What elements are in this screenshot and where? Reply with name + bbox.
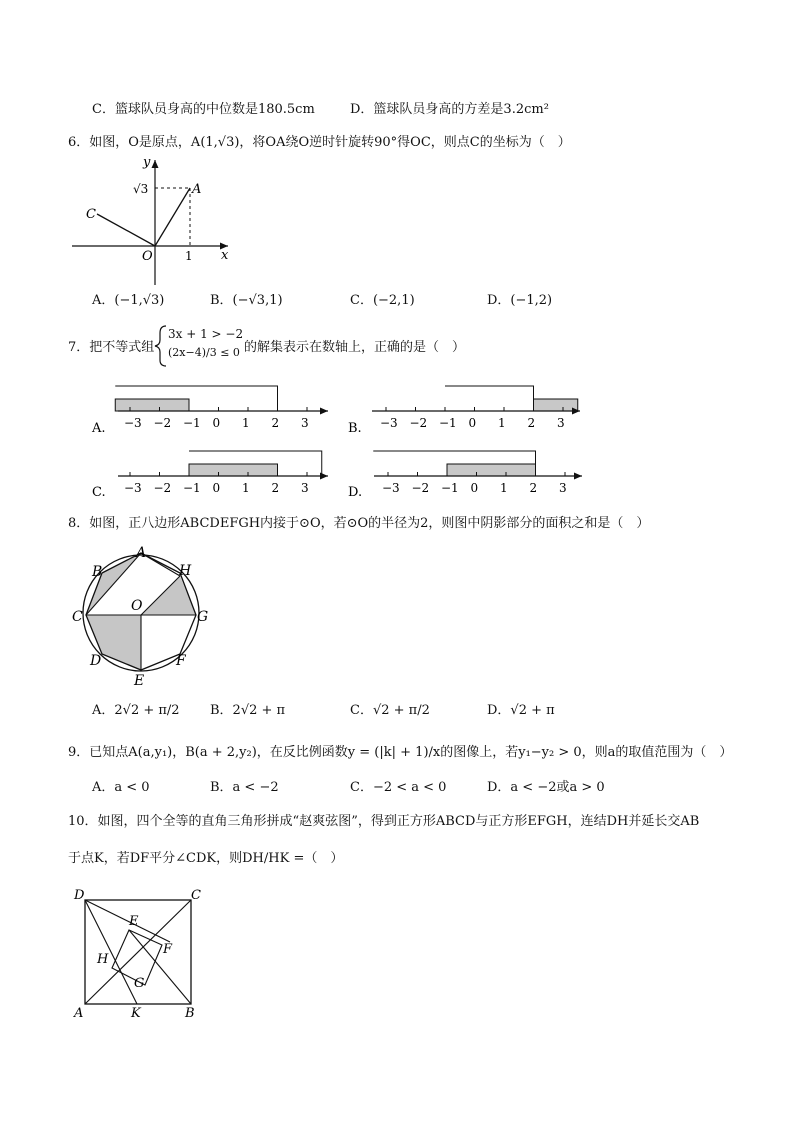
tick-label: 3: [559, 481, 567, 495]
option-letter: A.: [92, 421, 106, 436]
q8-option-c: C．√2 + π/2: [350, 703, 430, 718]
tick-label: 3: [301, 416, 309, 430]
label-c: C: [72, 609, 83, 625]
q7-inequality-1: 3x + 1 > −2: [168, 327, 244, 341]
tick-label: 3: [301, 481, 309, 495]
label-o: O: [142, 249, 153, 264]
label-g: G: [134, 976, 145, 991]
label-e: E: [134, 673, 145, 689]
tick-label: 1: [242, 416, 250, 430]
tick-label: −1: [439, 416, 457, 430]
label-c: C: [191, 888, 201, 903]
q6-stem: 6．如图，O是原点，A(1,√3)，将OA绕O逆时针旋转90°得OC，则点C的坐标为（ ）: [68, 135, 571, 150]
tick-label: 2: [529, 481, 538, 495]
label-b: B: [92, 564, 103, 580]
q9-option-a: A．a < 0: [92, 780, 150, 795]
tick-label: 2: [271, 481, 280, 495]
tick-label: −1: [441, 481, 459, 495]
tick-label: 0: [468, 416, 477, 430]
q6-option-b: B．(−√3,1): [210, 293, 283, 308]
label-a: A: [74, 1006, 84, 1021]
label-h: H: [179, 563, 192, 579]
tick-label: 1: [242, 481, 250, 495]
q9-option-b: B．a < −2: [210, 780, 279, 795]
label-k: K: [131, 1006, 141, 1021]
tick-label: 3: [557, 416, 565, 430]
tick-label: 1: [500, 481, 508, 495]
q8-option-b: B．2√2 + π: [210, 703, 286, 718]
q6-option-d: D．(−1,2): [487, 293, 553, 308]
tick-label: −2: [153, 481, 172, 495]
tick-label: −3: [382, 481, 400, 495]
label-b: B: [185, 1006, 195, 1021]
segment-b-e: [129, 930, 191, 1004]
q6-option-a: A．(−1,√3): [92, 293, 165, 308]
option-letter: D.: [348, 485, 363, 500]
label-d: D: [74, 888, 85, 903]
tick-label: 0: [212, 481, 221, 495]
label-a: A: [136, 545, 147, 561]
label-h: H: [97, 952, 109, 967]
q8-option-d: D．√2 + π: [487, 703, 555, 718]
q10-stem-line-1: 10．如图，四个全等的直角三角形拼成“赵爽弦图”，得到正方形ABCD与正方形EFGH，连结DH并延长交AB: [68, 814, 700, 829]
q9-option-d: D．a < −2或a > 0: [487, 780, 605, 795]
tick-label: 2: [271, 416, 280, 430]
q8-option-a: A．2√2 + π/2: [92, 703, 180, 718]
label-y: y: [143, 155, 151, 170]
tick-label: 1: [498, 416, 506, 430]
tick-label: −2: [153, 416, 172, 430]
label-g: G: [197, 609, 209, 625]
tick-label: −1: [183, 481, 201, 495]
tick-label: −2: [411, 481, 430, 495]
label-a: A: [192, 182, 202, 197]
tick-label: −3: [124, 416, 142, 430]
q7-stem-prefix: 7．把不等式组: [68, 340, 155, 355]
q5-option-c: C．篮球队员身高的中位数是180.5cm: [92, 102, 315, 117]
label-sqrt3: √3: [133, 182, 149, 196]
label-o: O: [131, 598, 143, 614]
label-one: 1: [185, 249, 193, 263]
option-letter: B.: [348, 421, 362, 436]
tick-label: −1: [183, 416, 201, 430]
q9-option-c: C．−2 < a < 0: [350, 780, 447, 795]
q6-option-c: C．(−2,1): [350, 293, 415, 308]
label-x: x: [221, 248, 229, 263]
q10-stem-line-2: 于点K，若DF平分∠CDK，则DH/HK =（ ）: [68, 851, 344, 866]
tick-label: 0: [470, 481, 479, 495]
tick-label: −2: [409, 416, 428, 430]
label-f: F: [163, 942, 173, 957]
q8-stem: 8．如图，正八边形ABCDEFGH内接于⊙O，若⊙O的半径为2，则图中阴影部分的面积之和是（ ）: [68, 516, 650, 531]
q9-stem: 9．已知点A(a,y₁)，B(a + 2,y₂)，在反比例函数y = (|k| + 1)/x的图像上，若y₁−y₂ > 0，则a的取值范围为（ ）: [68, 745, 733, 760]
label-e: E: [129, 914, 139, 929]
q7-inequality-2: (2x−4)/3 ≤ 0: [168, 346, 240, 359]
option-letter: C.: [92, 485, 106, 500]
q5-option-d: D．篮球队员身高的方差是3.2cm²: [350, 102, 549, 117]
tick-label: −3: [380, 416, 398, 430]
tick-label: −3: [124, 481, 142, 495]
q7-stem-suffix: 的解集表示在数轴上，正确的是（ ）: [244, 340, 466, 355]
label-d: D: [90, 653, 102, 669]
label-f: F: [176, 653, 186, 669]
segment-d-f: [85, 900, 170, 942]
tick-label: 2: [527, 416, 536, 430]
label-c: C: [86, 207, 96, 222]
tick-label: 0: [212, 416, 221, 430]
